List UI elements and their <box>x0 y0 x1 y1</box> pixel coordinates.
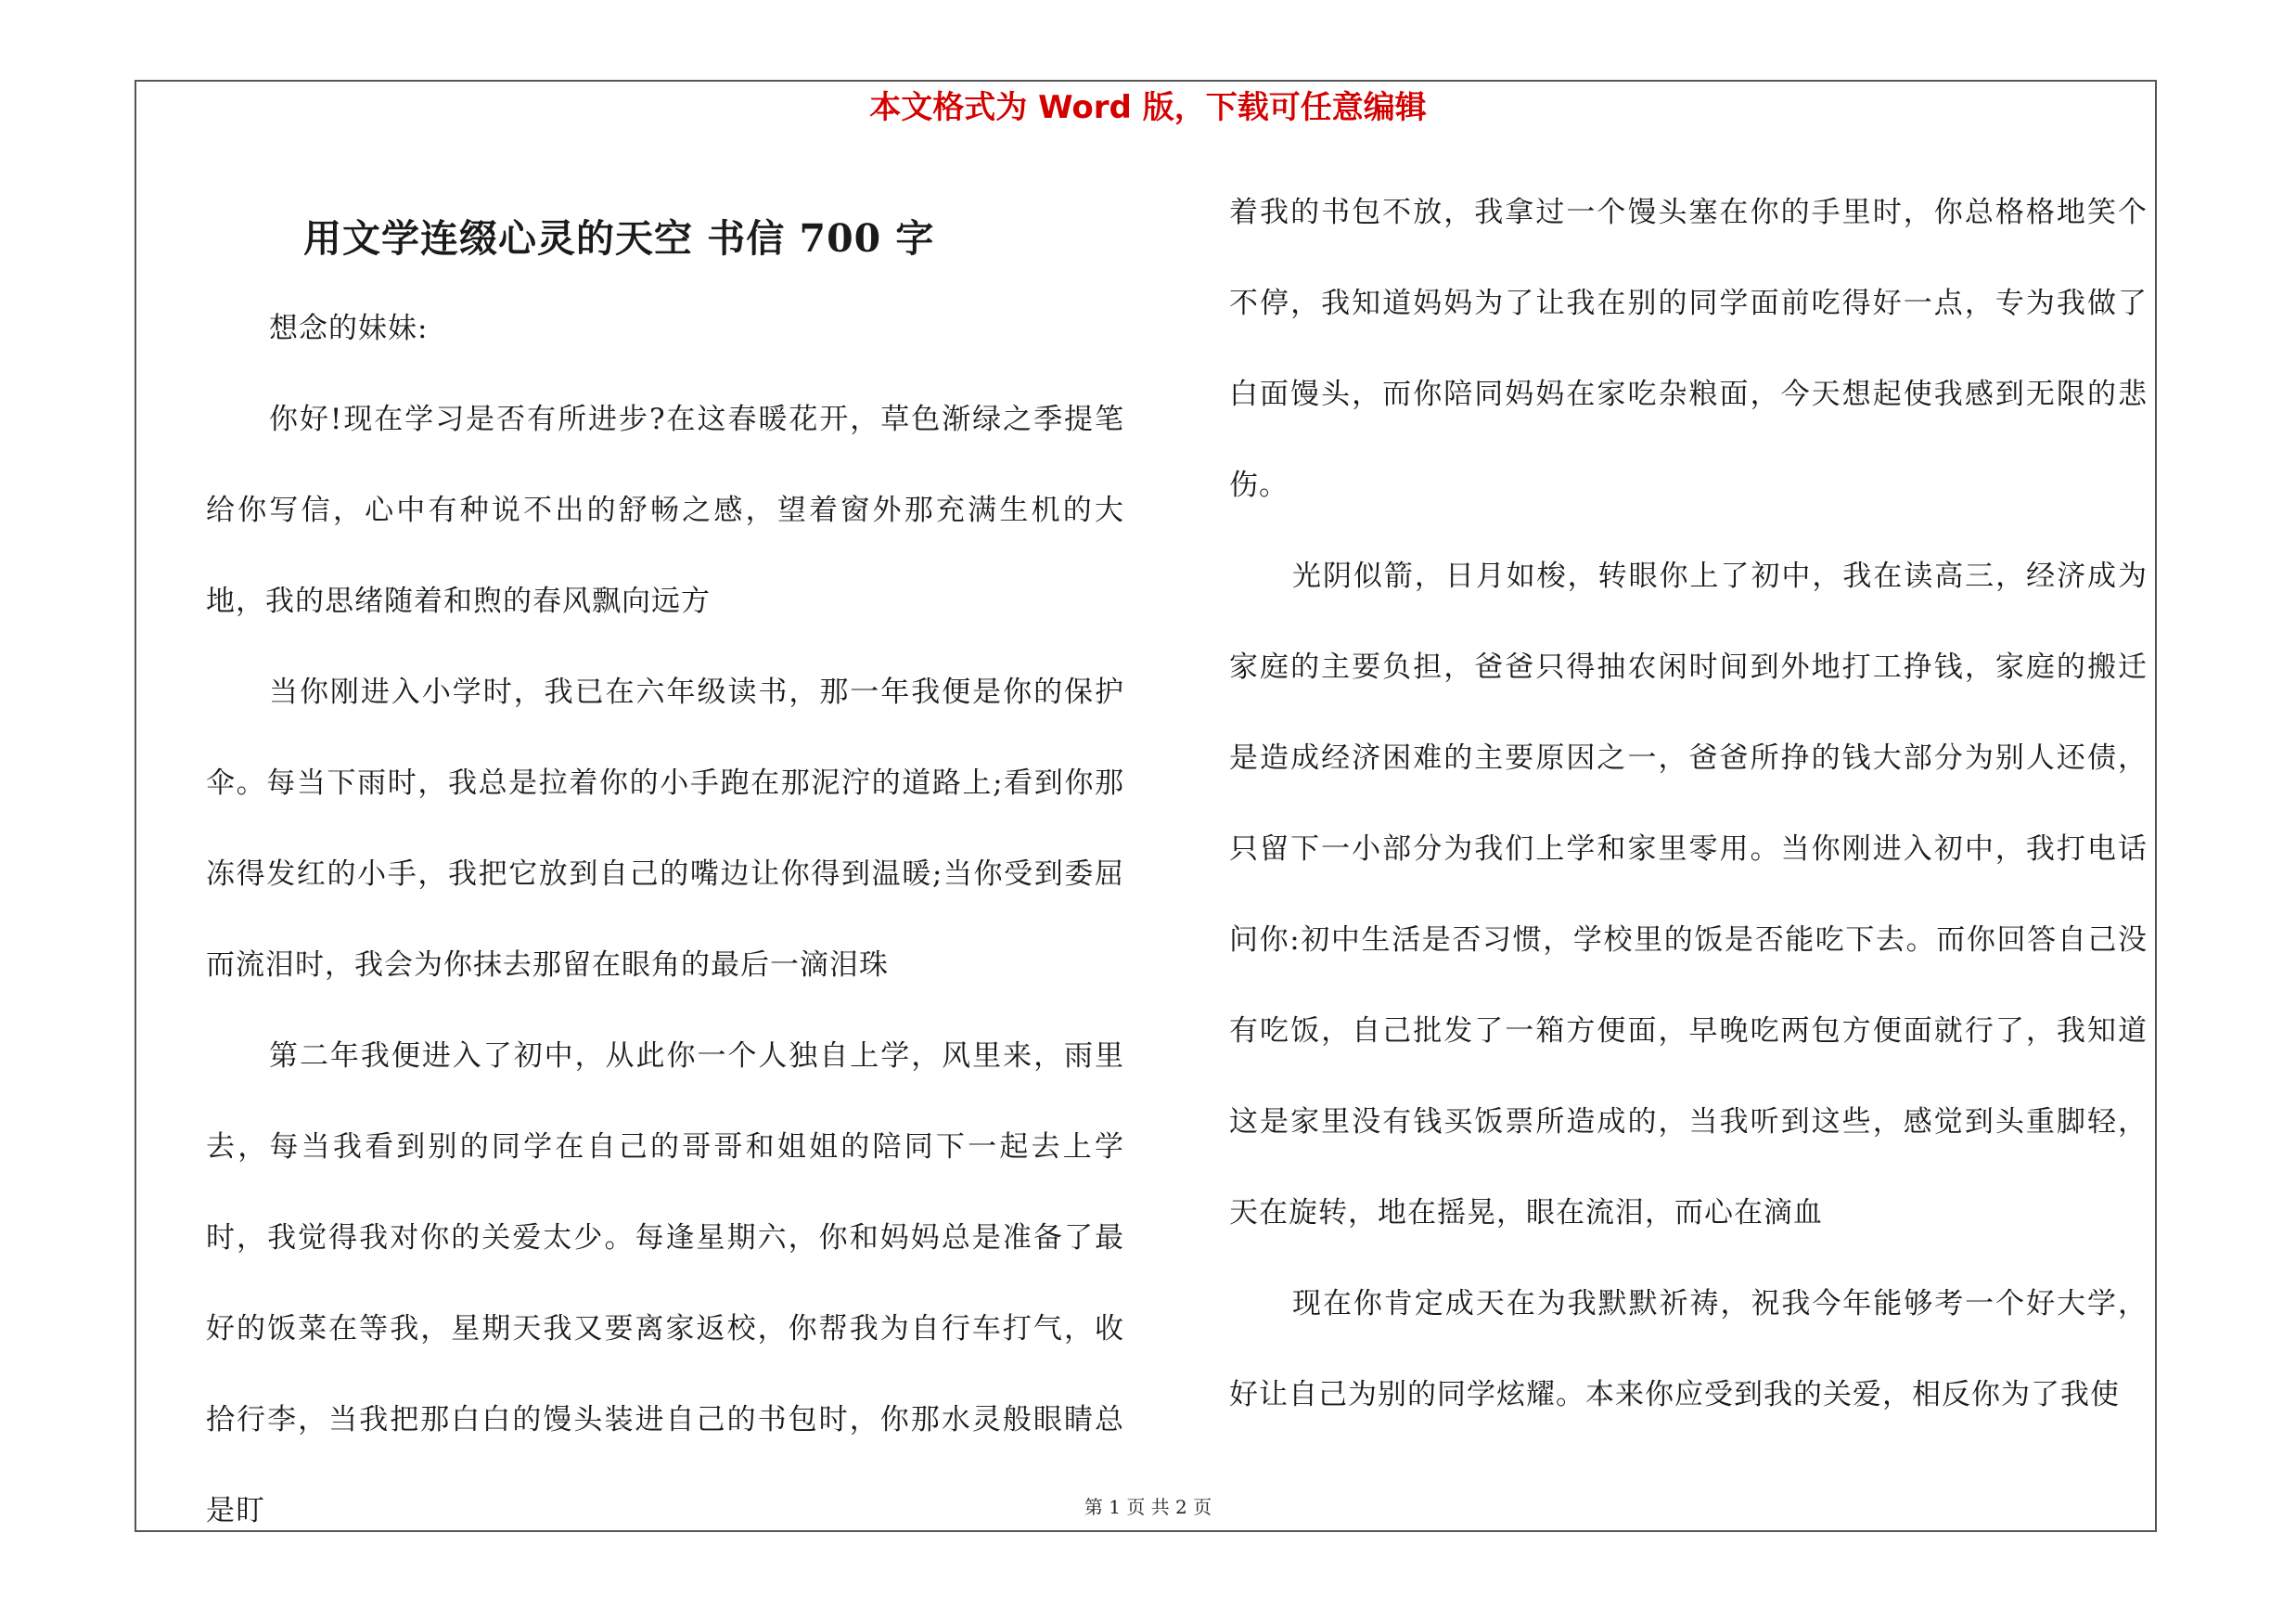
paragraph-continuation: 着我的书包不放，我拿过一个馒头塞在你的手里时，你总格格地笑个不停，我知道妈妈为了让我在别的同学面前吃得好一点，专为我做了白面馒头，而你陪同妈妈在家吃杂粮面，今天想起使我感到无限的悲伤。 <box>1229 196 2148 502</box>
greeting: 想念的妹妹: <box>269 312 429 345</box>
left-column <box>206 195 1124 1556</box>
paragraph: 光阴似箭，日月如梭，转眼你上了初中，我在读高三，经济成为家庭的主要负担，爸爸只得抽农闲时间到外地打工挣钱，家庭的搬迁是造成经济困难的主要原因之一，爸爸所挣的钱大部分为别人还债，只留下一小部分为我们上学和家里零用。当你刚进入初中，我打电话问你:初中生活是否习惯，学校里的饭是否能吃下去。而你回答自己没有吃饭，自己批发了一箱方便面，早晚吃两包方便面就行了，我知道这是家里没有钱买饭票所造成的，当我听到这些，感觉到头重脚轻，天在旋转，地在摇晃，眼在流泪，而心在滴血 <box>1229 560 2148 1230</box>
word-format-banner: 本文格式为 Word 版，下载可任意编辑 <box>869 89 1427 126</box>
paragraph: 你好!现在学习是否有所进步?在这春暖花开，草色渐绿之季提笔给你写信，心中有种说不出的舒畅之感，望着窗外那充满生机的大地，我的思绪随着和煦的春风飘向远方 <box>206 403 1124 618</box>
paragraph: 当你刚进入小学时，我已在六年级读书，那一年我便是你的保护伞。每当下雨时，我总是拉着你的小手跑在那泥泞的道路上;看到你那冻得发红的小手，我把它放到自己的嘴边让你得到温暖;当你受到委屈而流泪时，我会为你抹去那留在眼角的最后一滴泪珠 <box>206 676 1124 982</box>
document-title: 用文学连缀心灵的天空 书信 700 字 <box>303 216 935 261</box>
page-number-footer: 第 1 页 共 2 页 <box>1084 1496 1212 1518</box>
right-column <box>1229 167 2148 1440</box>
paragraph: 第二年我便进入了初中，从此你一个人独自上学，风里来，雨里去，每当我看到别的同学在自己的哥哥和姐姐的陪同下一起去上学时，我觉得我对你的关爱太少。每逢星期六，你和妈妈总是准备了最好的饭菜在等我，星期天我又要离家返校，你帮我为自行车打气，收拾行李，当我把那白白的馒头装进自己的书包时，你那水灵般眼睛总是盯 <box>206 1039 1124 1527</box>
paragraph: 现在你肯定成天在为我默默祈祷，祝我今年能够考一个好大学，好让自己为别的同学炫耀。本来你应受到我的关爱，相反你为了我使 <box>1229 1287 2148 1411</box>
